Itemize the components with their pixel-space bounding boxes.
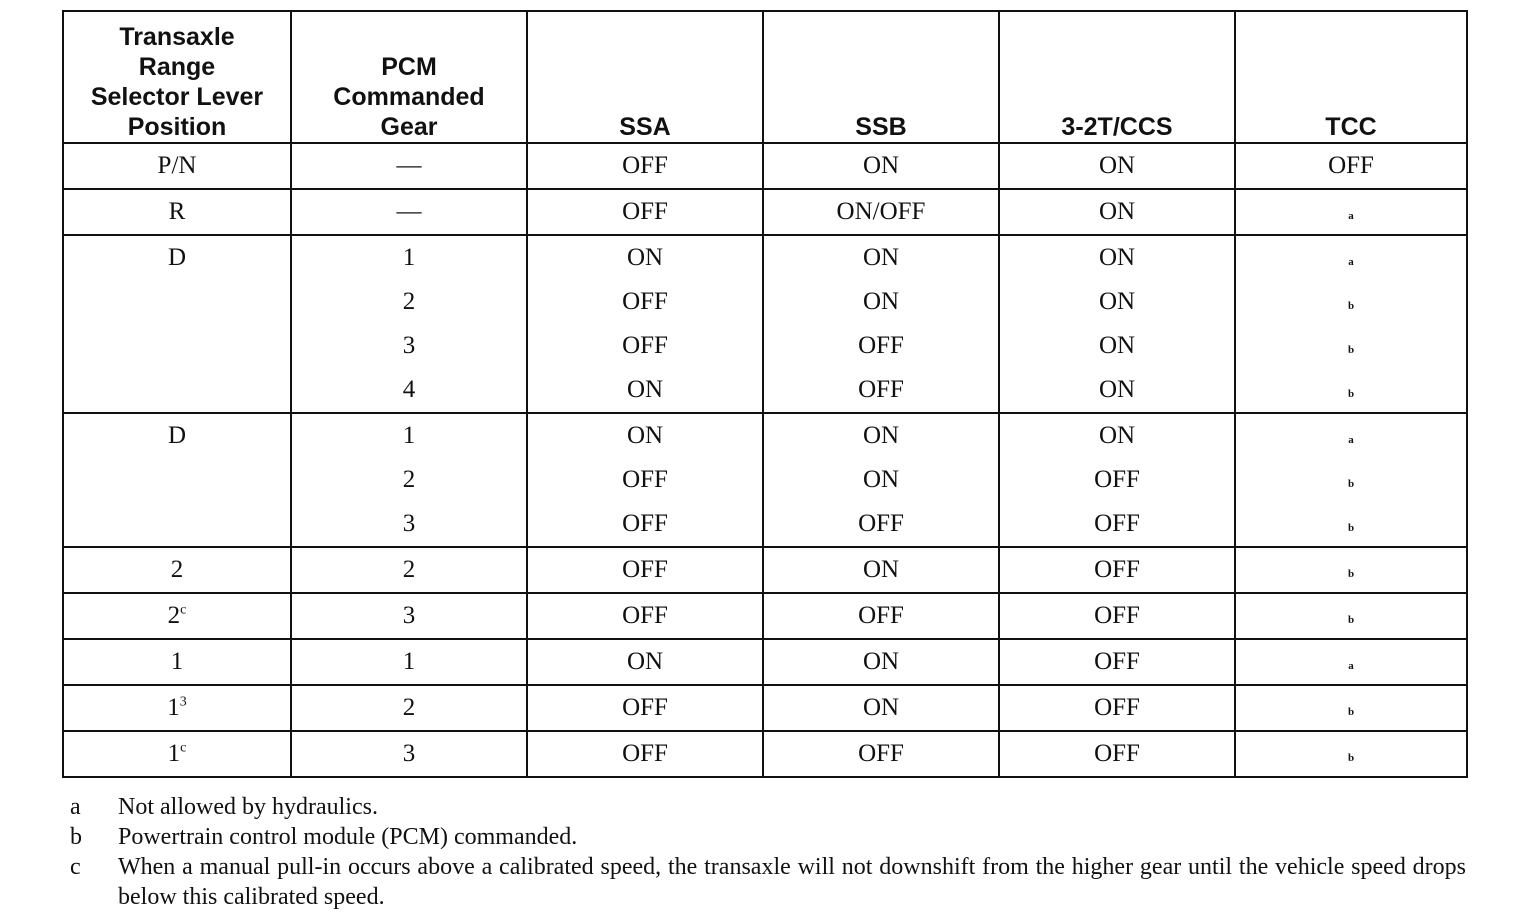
ccs-value: ON	[1098, 376, 1136, 403]
gear-value: 2	[402, 694, 416, 721]
footnote	[62, 852, 1466, 912]
position-cell	[63, 413, 291, 547]
table-row	[63, 639, 1467, 685]
ssb-value: ON	[862, 694, 900, 721]
ssa-value: ON	[626, 648, 664, 675]
ccs-cell	[999, 547, 1235, 593]
footnote-reference: b	[1347, 614, 1355, 626]
ccs-value: OFF	[1094, 740, 1140, 767]
ccs-value: ON	[1098, 244, 1136, 271]
solenoid-application-table	[62, 10, 1468, 778]
gear-value: 3	[402, 510, 416, 537]
position-superscript: c	[180, 602, 187, 618]
position-value	[64, 594, 290, 638]
gear-value: 2	[402, 466, 416, 493]
header-ccs: 3-2T/CCS	[999, 11, 1235, 143]
header-row	[63, 11, 1467, 143]
gear-value: —	[396, 198, 422, 225]
footnote-letter: c	[70, 854, 81, 880]
gear-cell	[291, 413, 527, 547]
gear-value: 3	[402, 602, 416, 629]
ssb-cell	[763, 593, 999, 639]
ccs-value: ON	[1098, 198, 1136, 225]
table-row	[63, 143, 1467, 189]
ccs-cell	[999, 685, 1235, 731]
ssb-value: ON	[862, 422, 900, 449]
gear-value: 2	[402, 556, 416, 583]
header-position-line: Position	[127, 113, 227, 141]
ssa-value: ON	[626, 244, 664, 271]
ssa-value: ON	[626, 422, 664, 449]
ssb-cell	[763, 235, 999, 413]
ssa-value: OFF	[622, 198, 668, 225]
position-value	[64, 190, 290, 234]
tcc-value	[1236, 732, 1466, 776]
gear-cell	[291, 593, 527, 639]
ssa-value: OFF	[622, 740, 668, 767]
tcc-cell	[1235, 143, 1467, 189]
tcc-value	[1236, 324, 1466, 368]
header-gear	[291, 11, 527, 143]
tcc-value	[1236, 368, 1466, 412]
gear-cell	[291, 547, 527, 593]
gear-cell	[291, 685, 527, 731]
table-row	[63, 685, 1467, 731]
gear-value: 1	[402, 648, 416, 675]
position-superscript: 3	[179, 694, 187, 710]
position-value	[64, 732, 290, 776]
tcc-value	[1236, 458, 1466, 502]
ccs-value: OFF	[1094, 556, 1140, 583]
ssa-cell	[527, 685, 763, 731]
position-text: P/N	[157, 152, 197, 179]
ccs-cell	[999, 413, 1235, 547]
footnote-reference: a	[1348, 256, 1354, 268]
ssa-cell	[527, 593, 763, 639]
ssb-value: OFF	[858, 510, 904, 537]
ccs-cell	[999, 731, 1235, 777]
position-value	[64, 548, 290, 592]
ccs-value: OFF	[1094, 694, 1140, 721]
ssb-value: ON/OFF	[836, 198, 926, 225]
ssa-value: OFF	[622, 152, 668, 179]
footnote-reference: b	[1347, 706, 1355, 718]
ssb-cell	[763, 143, 999, 189]
table-row	[63, 413, 1467, 547]
footnote	[62, 822, 1466, 852]
tcc-cell	[1235, 593, 1467, 639]
footnote	[62, 792, 1466, 822]
table-row	[63, 235, 1467, 413]
header-ssb: SSB	[763, 11, 999, 143]
tcc-cell	[1235, 235, 1467, 413]
table-row	[63, 189, 1467, 235]
gear-cell	[291, 143, 527, 189]
ccs-cell	[999, 593, 1235, 639]
header-tcc: TCC	[1235, 11, 1467, 143]
tcc-value	[1236, 280, 1466, 324]
position-cell	[63, 639, 291, 685]
ssb-cell	[763, 731, 999, 777]
footnote-text: When a manual pull-in occurs above a calibrated speed, the transaxle will not downshift from the higher gear until the vehicle speed drops below this calibrated speed.	[118, 854, 1466, 910]
header-position-line: Selector Lever	[90, 83, 264, 111]
ccs-value: ON	[1098, 288, 1136, 315]
tcc-cell	[1235, 731, 1467, 777]
footnote-letter: a	[70, 794, 81, 820]
table-row	[63, 593, 1467, 639]
ssa-value: OFF	[622, 556, 668, 583]
ssa-cell	[527, 235, 763, 413]
tcc-value	[1236, 548, 1466, 592]
ssb-value: ON	[862, 556, 900, 583]
header-gear-line: PCM	[381, 53, 437, 81]
position-cell	[63, 189, 291, 235]
header-position-line: Range	[138, 53, 216, 81]
ssb-value: OFF	[858, 376, 904, 403]
ccs-value: ON	[1098, 332, 1136, 359]
ssb-value: OFF	[858, 740, 904, 767]
ssa-cell	[527, 731, 763, 777]
position-text: D	[167, 422, 187, 449]
footnote-reference: a	[1348, 660, 1354, 672]
ssa-value: OFF	[622, 602, 668, 629]
tcc-value	[1236, 594, 1466, 638]
tcc-value: OFF	[1328, 152, 1374, 179]
ssb-cell	[763, 639, 999, 685]
header-gear-line: Gear	[380, 113, 438, 141]
ssb-cell	[763, 685, 999, 731]
footnote-reference: b	[1347, 522, 1355, 534]
position-text: 1	[167, 694, 180, 721]
ssb-value: ON	[862, 466, 900, 493]
position-cell	[63, 235, 291, 413]
ssa-value: OFF	[622, 288, 668, 315]
ssa-value: OFF	[622, 694, 668, 721]
gear-value: 1	[402, 422, 416, 449]
footnote-reference: b	[1347, 300, 1355, 312]
position-text: 1	[170, 648, 184, 675]
ssa-cell	[527, 143, 763, 189]
footnote-reference: b	[1347, 568, 1355, 580]
gear-cell	[291, 639, 527, 685]
footnote-reference: b	[1347, 478, 1355, 490]
footnotes	[62, 792, 1466, 912]
ccs-value: OFF	[1094, 510, 1140, 537]
ssa-value: OFF	[622, 510, 668, 537]
ssa-value: OFF	[622, 332, 668, 359]
ccs-value: ON	[1098, 152, 1136, 179]
ssa-cell	[527, 639, 763, 685]
ssa-cell	[527, 547, 763, 593]
tcc-value	[1236, 190, 1466, 234]
position-value	[64, 640, 290, 684]
tcc-cell	[1235, 685, 1467, 731]
tcc-cell	[1235, 639, 1467, 685]
gear-value: —	[396, 152, 422, 179]
ssb-value: ON	[862, 648, 900, 675]
ssa-cell	[527, 189, 763, 235]
ssb-cell	[763, 189, 999, 235]
tcc-cell	[1235, 189, 1467, 235]
ssa-value: ON	[626, 376, 664, 403]
tcc-cell	[1235, 547, 1467, 593]
position-text: 1	[167, 740, 181, 767]
tcc-value	[1236, 502, 1466, 546]
tcc-value	[1236, 414, 1466, 458]
position-cell	[63, 593, 291, 639]
header-ssa: SSA	[527, 11, 763, 143]
document	[62, 10, 1466, 912]
position-text: 2	[170, 556, 184, 583]
ccs-value: ON	[1098, 422, 1136, 449]
position-text: 2	[167, 602, 181, 629]
table-row	[63, 547, 1467, 593]
ccs-value: OFF	[1094, 602, 1140, 629]
ssa-cell	[527, 413, 763, 547]
position-cell	[63, 547, 291, 593]
position-value	[64, 414, 290, 458]
ssb-value: OFF	[858, 602, 904, 629]
tcc-value	[1236, 686, 1466, 730]
position-text: D	[167, 244, 187, 271]
ccs-value: OFF	[1094, 648, 1140, 675]
ssb-cell	[763, 547, 999, 593]
table-row	[63, 731, 1467, 777]
gear-value: 3	[402, 740, 416, 767]
position-cell	[63, 731, 291, 777]
position-value	[64, 236, 290, 280]
ssb-value: ON	[862, 288, 900, 315]
ssb-value: ON	[862, 244, 900, 271]
position-cell	[63, 685, 291, 731]
footnote-letter: b	[70, 824, 82, 850]
ssb-value: ON	[862, 152, 900, 179]
tcc-value	[1236, 640, 1466, 684]
position-cell	[63, 143, 291, 189]
position-value	[64, 686, 290, 730]
gear-cell	[291, 235, 527, 413]
tcc-value	[1236, 236, 1466, 280]
footnote-text: Powertrain control module (PCM) commanded.	[118, 824, 578, 850]
ccs-cell	[999, 639, 1235, 685]
footnote-reference: a	[1348, 210, 1354, 222]
ccs-cell	[999, 143, 1235, 189]
position-text: R	[168, 198, 186, 225]
header-position-line: Transaxle	[119, 23, 235, 51]
tcc-cell	[1235, 413, 1467, 547]
gear-cell	[291, 189, 527, 235]
ssa-value: OFF	[622, 466, 668, 493]
gear-value: 4	[402, 376, 416, 403]
gear-value: 1	[402, 244, 416, 271]
ccs-cell	[999, 235, 1235, 413]
position-superscript: c	[180, 740, 187, 756]
footnote-reference: a	[1348, 434, 1354, 446]
gear-cell	[291, 731, 527, 777]
ssb-value: OFF	[858, 332, 904, 359]
footnote-reference: b	[1347, 388, 1355, 400]
gear-value: 2	[402, 288, 416, 315]
header-gear-line: Commanded	[333, 83, 485, 111]
header-position	[63, 11, 291, 143]
ccs-value: OFF	[1094, 466, 1140, 493]
ssb-cell	[763, 413, 999, 547]
footnote-reference: b	[1347, 344, 1355, 356]
footnote-text: Not allowed by hydraulics.	[118, 794, 378, 820]
footnote-reference: b	[1347, 752, 1355, 764]
position-value	[64, 144, 290, 188]
ccs-cell	[999, 189, 1235, 235]
gear-value: 3	[402, 332, 416, 359]
